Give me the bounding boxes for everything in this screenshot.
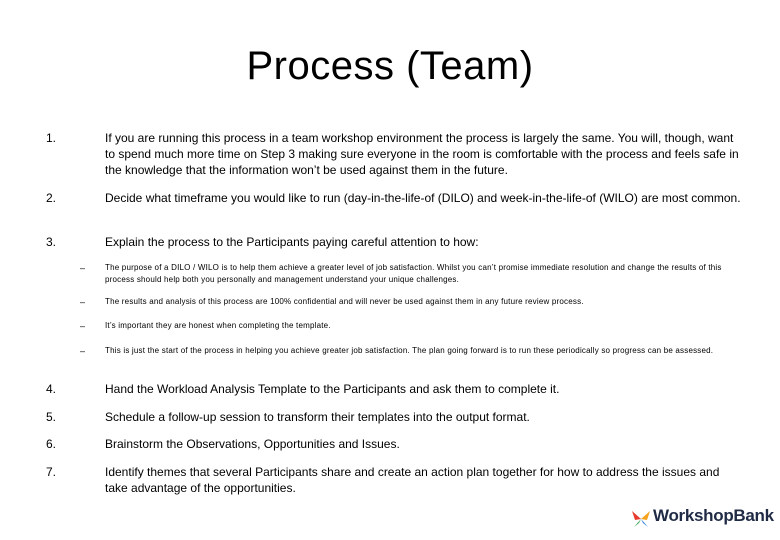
item-text: If you are running this process in a team workshop environment the process is largely the same. You will, though, want to spend much more time on Step 3 making sure everyone in the room is comfortable with the process and feels safe in the knowledge that the information won’t be used against them in the future. [105, 131, 739, 177]
item-number: 7. [46, 465, 57, 479]
item-text: Brainstorm the Observations, Opportunities and Issues. [105, 437, 400, 451]
item-text: Explain the process to the Participants paying careful attention to how: [105, 235, 479, 249]
item-number: 4. [46, 382, 57, 396]
bullet-dash: – [80, 263, 86, 273]
item-text: Identify themes that several Participants share and create an action plan together for how to address the issues and take advantage of the opportunities. [105, 465, 720, 495]
page-title: Process (Team) [246, 44, 534, 88]
bullet-dash: – [80, 346, 86, 356]
sub-item-text: This is just the start of the process in helping you achieve greater job satisfaction. The plan going forward is to run these periodically so progress can be assessed. [105, 346, 714, 355]
item-number: 5. [46, 410, 57, 424]
sub-item-text: It’s important they are honest when completing the template. [105, 321, 331, 330]
item-number: 6. [46, 437, 57, 451]
item-text: Hand the Workload Analysis Template to the Participants and ask them to complete it. [105, 382, 560, 396]
bullet-dash: – [80, 321, 86, 331]
item-number: 2. [46, 191, 57, 205]
butterfly-icon [630, 508, 652, 530]
sub-item-text: The results and analysis of this process are 100% confidential and will never be used against them in any future review process. [105, 297, 584, 306]
item-number: 1. [46, 131, 57, 145]
bullet-dash: – [80, 297, 86, 307]
item-number: 3. [46, 235, 57, 249]
item-text: Schedule a follow-up session to transform their templates into the output format. [105, 410, 530, 424]
logo-text: WorkshopBank [653, 506, 774, 525]
sub-item-text: The purpose of a DILO / WILO is to help them achieve a greater level of job satisfaction. Whilst you can’t promise immediate resolution and change the results of this process should help both you personally and management understand your unique challenges. [105, 263, 722, 284]
item-text: Decide what timeframe you would like to run (day-in-the-life-of (DILO) and week-in-the-life-of (WILO) are most common. [105, 191, 741, 205]
workshopbank-logo [630, 505, 774, 531]
